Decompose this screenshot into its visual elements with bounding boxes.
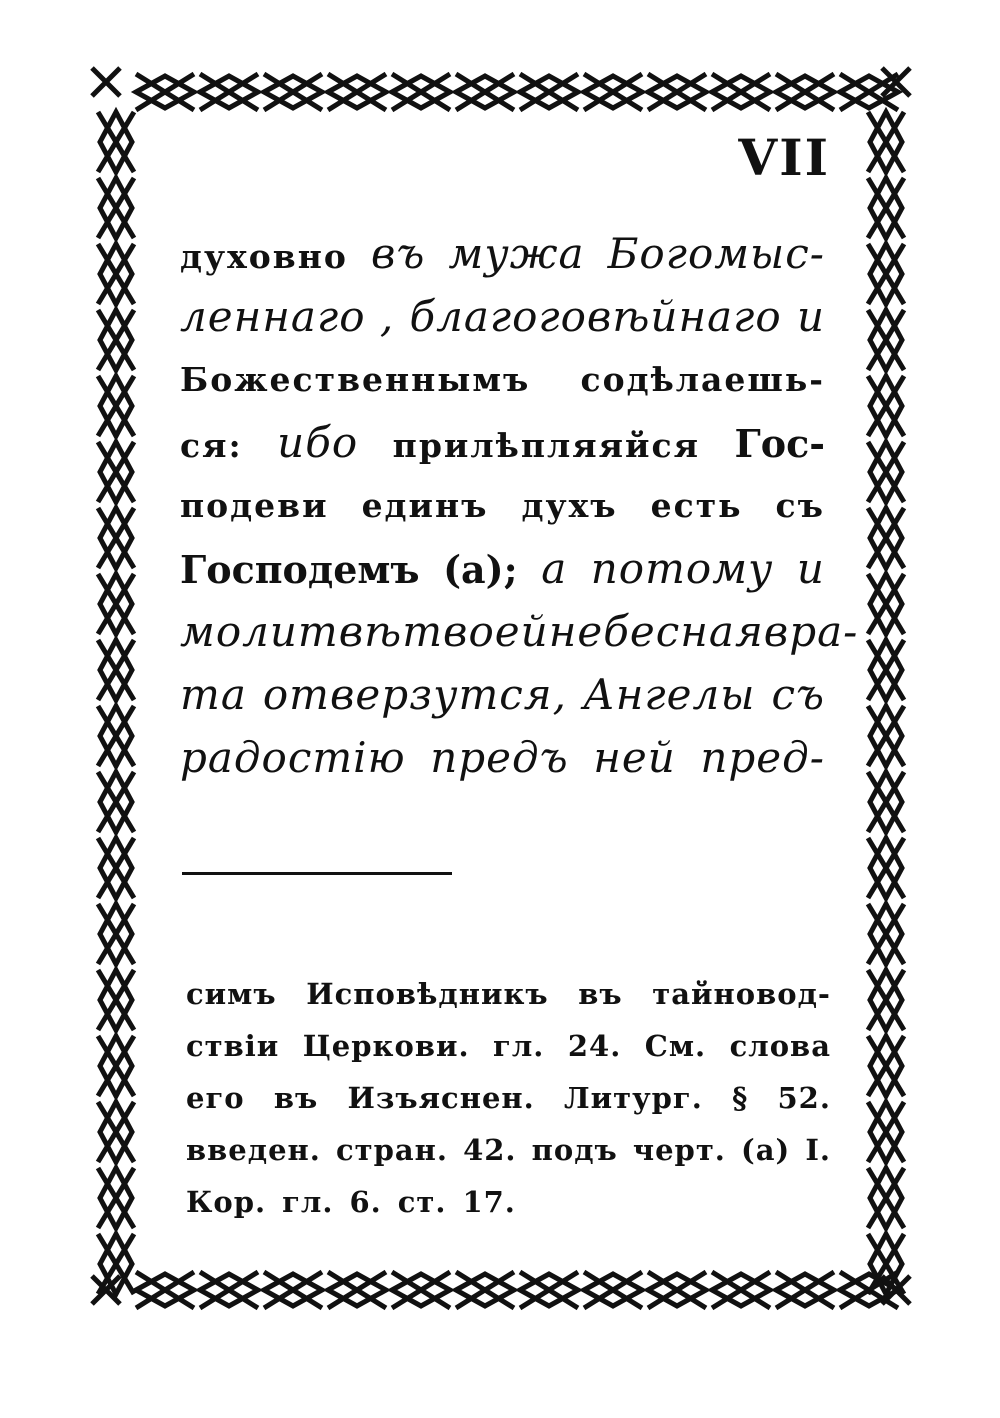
footnote	[186, 968, 831, 1228]
word: леннаго ,	[180, 292, 395, 341]
footnote-word: черт.	[632, 1133, 726, 1167]
border-cross	[868, 1036, 904, 1096]
word: съ	[771, 670, 825, 719]
border-cross	[98, 442, 134, 502]
word: и	[796, 292, 825, 341]
footnote-separator	[182, 872, 452, 875]
border-cross	[98, 310, 134, 370]
footnote-word: 52.	[777, 1081, 831, 1115]
border-cross	[712, 1272, 770, 1308]
page-number: VII	[738, 128, 830, 187]
border-corner	[92, 68, 120, 96]
footnote-line	[186, 1176, 831, 1228]
word: мужа	[448, 229, 585, 278]
border-cross	[328, 74, 386, 110]
border-cross	[776, 1272, 834, 1308]
text-line	[180, 474, 825, 537]
word: Божественнымъ	[180, 360, 531, 399]
border-cross	[648, 74, 706, 110]
border-cross	[136, 1272, 194, 1308]
main-text	[180, 222, 859, 789]
text-line	[180, 600, 859, 663]
border-cross	[392, 74, 450, 110]
footnote-word: стран.	[335, 1133, 448, 1167]
word: Гос-	[734, 421, 825, 466]
border-cross	[98, 970, 134, 1030]
word: небесная	[548, 607, 764, 656]
border-cross	[200, 74, 258, 110]
word: твоей	[402, 607, 549, 656]
border-cross	[868, 772, 904, 832]
word: въ	[370, 229, 426, 278]
footnote-word: Церкови.	[302, 1029, 470, 1063]
word: отверзутся,	[262, 670, 567, 719]
border-cross	[584, 74, 642, 110]
text-line	[180, 537, 825, 600]
border-cross	[520, 74, 578, 110]
footnote-word: слова	[729, 1029, 831, 1063]
footnote-word: Изъяснен.	[347, 1081, 535, 1115]
footnote-word: Литург.	[563, 1081, 703, 1115]
border-cross	[712, 74, 770, 110]
border-cross	[868, 1168, 904, 1228]
border-cross	[392, 1272, 450, 1308]
footnote-word: 42.	[463, 1133, 517, 1167]
footnote-word: гл.	[282, 1185, 334, 1219]
text-line	[180, 726, 825, 789]
footnote-line	[186, 1020, 831, 1072]
text-line	[180, 348, 825, 411]
border-cross	[868, 376, 904, 436]
word: а	[541, 544, 568, 593]
footnote-word: гл.	[493, 1029, 545, 1063]
footnote-line	[186, 1072, 831, 1124]
border-cross	[868, 1102, 904, 1162]
footnote-word: въ	[273, 1081, 319, 1115]
word: молитвѣ	[180, 607, 403, 656]
border-cross	[98, 178, 134, 238]
text-line	[180, 222, 825, 285]
footnote-word: тайновод-	[652, 977, 831, 1011]
word: подеви	[180, 486, 329, 525]
word: (а);	[443, 547, 518, 592]
border-cross	[98, 772, 134, 832]
word: съ	[775, 486, 825, 525]
word: Господемъ	[180, 547, 420, 592]
word: содѣлаешь-	[580, 360, 825, 399]
border-cross	[98, 706, 134, 766]
word: пред-	[700, 733, 825, 782]
footnote-word: 6.	[349, 1185, 382, 1219]
border-cross	[868, 640, 904, 700]
word: Ангелы	[582, 670, 756, 719]
border-cross	[868, 904, 904, 964]
footnote-word: ствіи	[186, 1029, 280, 1063]
border-cross	[776, 74, 834, 110]
word: ся:	[180, 426, 243, 465]
footnote-line	[186, 1124, 831, 1176]
border-cross	[328, 1272, 386, 1308]
border-cross	[98, 1168, 134, 1228]
word: радостію	[180, 733, 406, 782]
border-cross	[98, 112, 134, 172]
border-cross	[520, 1272, 578, 1308]
word: прилѣпляяйся	[392, 426, 700, 465]
word: духъ	[521, 486, 618, 525]
footnote-word: См.	[644, 1029, 707, 1063]
border-cross	[584, 1272, 642, 1308]
border-cross	[868, 508, 904, 568]
word: духовно	[180, 237, 348, 276]
footnote-line	[186, 968, 831, 1020]
border-cross	[868, 970, 904, 1030]
border-cross	[98, 1036, 134, 1096]
border-cross	[456, 74, 514, 110]
footnote-word: его	[186, 1081, 245, 1115]
footnote-word: ст.	[397, 1185, 447, 1219]
border-cross	[98, 244, 134, 304]
word: потому	[590, 544, 774, 593]
footnote-word: 24.	[567, 1029, 622, 1063]
footnote-word: (а)	[741, 1133, 791, 1167]
border-cross	[868, 178, 904, 238]
border-cross	[868, 112, 904, 172]
word: ней	[593, 733, 676, 782]
border-cross	[98, 376, 134, 436]
footnote-word: введен.	[186, 1133, 321, 1167]
border-cross	[868, 838, 904, 898]
footnote-word: симъ	[186, 977, 277, 1011]
word: та	[180, 670, 247, 719]
border-cross	[868, 574, 904, 634]
border-cross	[868, 244, 904, 304]
border-cross	[98, 1102, 134, 1162]
word: предъ	[430, 733, 569, 782]
footnote-word: I.	[805, 1133, 831, 1167]
footnote-word: §	[732, 1081, 749, 1115]
border-cross	[98, 640, 134, 700]
word: благоговѣйнаго	[409, 292, 782, 341]
border-cross	[456, 1272, 514, 1308]
border-cross	[98, 508, 134, 568]
border-cross	[200, 1272, 258, 1308]
word: единъ	[361, 486, 489, 525]
text-line	[180, 411, 825, 474]
border-cross	[98, 838, 134, 898]
border-cross	[648, 1272, 706, 1308]
border-cross	[98, 574, 134, 634]
word: и	[796, 544, 825, 593]
word: ибо	[277, 418, 359, 467]
border-cross	[98, 904, 134, 964]
footnote-word: Кор.	[186, 1185, 267, 1219]
footnote-word: въ	[578, 977, 623, 1011]
border-cross	[136, 74, 194, 110]
footnote-word: 17.	[462, 1185, 516, 1219]
footnote-word: подъ	[531, 1133, 618, 1167]
word: вра-	[763, 607, 859, 656]
word: Богомыс-	[607, 229, 825, 278]
footnote-word: Исповѣдникъ	[306, 977, 549, 1011]
border-cross	[264, 74, 322, 110]
word: есть	[650, 486, 743, 525]
border-cross	[264, 1272, 322, 1308]
text-line	[180, 285, 825, 348]
border-cross	[868, 442, 904, 502]
border-cross	[868, 706, 904, 766]
text-line	[180, 663, 825, 726]
border-cross	[868, 310, 904, 370]
